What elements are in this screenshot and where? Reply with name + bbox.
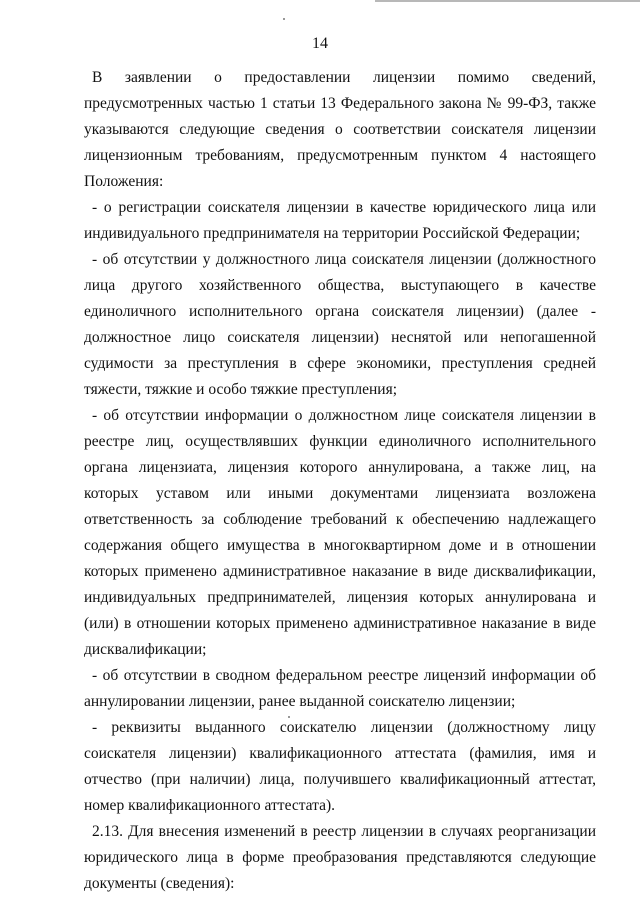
- list-item-no-conviction: - об отсутствии у должностного лица соискателя лицензии (должностного лица другого хозяйственного общества, выступающего в качестве единоличного исполнительного органа соискателя лицензии) (далее - должностное лицо соискателя лицензии) неснятой или непогашенной судимости за преступления в сфере экономики, преступления средней тяжести, тяжкие и особо тяжкие преступления;: [84, 251, 596, 398]
- list-item-no-registry-info: - об отсутствии информации о должностном лице соискателя лицензии в реестре лиц, осуществлявших функции единоличного исполнительного органа лицензиата, лицензия которого аннулирована, а также лиц, на которых уставом или иными документами лицензиата возложена ответственность за соблюдение требований к обеспечению надлежащего содержания общего имущества в многоквартирном доме и в отношении которых применено административное наказание в виде дисквалификации, индивидуальных предпринимателей, лицензия которых аннулирована и (или) в отношении которых применено административное наказание в виде дисквалификации;: [84, 407, 596, 658]
- top-edge-line: [375, 0, 640, 2]
- list-item-no-annulment: - об отсутствии в сводном федеральном реестре лицензий информации об аннулировании лицензии, ранее выданной соискателю лицензии;: [84, 667, 596, 710]
- scan-speck: [283, 18, 285, 20]
- page-number: 14: [312, 35, 328, 52]
- intro-paragraph: В заявлении о предоставлении лицензии помимо сведений, предусмотренных частью 1 статьи 13 Федерального закона № 99-ФЗ, также указываются следующие сведения о соответствии соискателя лицензии лицензионным требованиям, предусмотренным пунктом 4 настоящего Положения:: [84, 69, 596, 190]
- list-item-certificate-details: - реквизиты выданного соискателю лицензии (должностному лицу соискателя лицензии) квалификационного аттестата (фамилия, имя и отчество (при наличии) лица, получившего квалификационный аттестат, номер квалификационного аттестата).: [84, 719, 596, 814]
- list-item-registration: - о регистрации соискателя лицензии в качестве юридического лица или индивидуального предпринимателя на территории Российской Федерации;: [84, 199, 596, 242]
- section-2-13-paragraph: 2.13. Для внесения изменений в реестр лицензии в случаях реорганизации юридического лица в форме преобразования представляются следующие документы (сведения):: [84, 823, 596, 892]
- document-body: [84, 65, 596, 897]
